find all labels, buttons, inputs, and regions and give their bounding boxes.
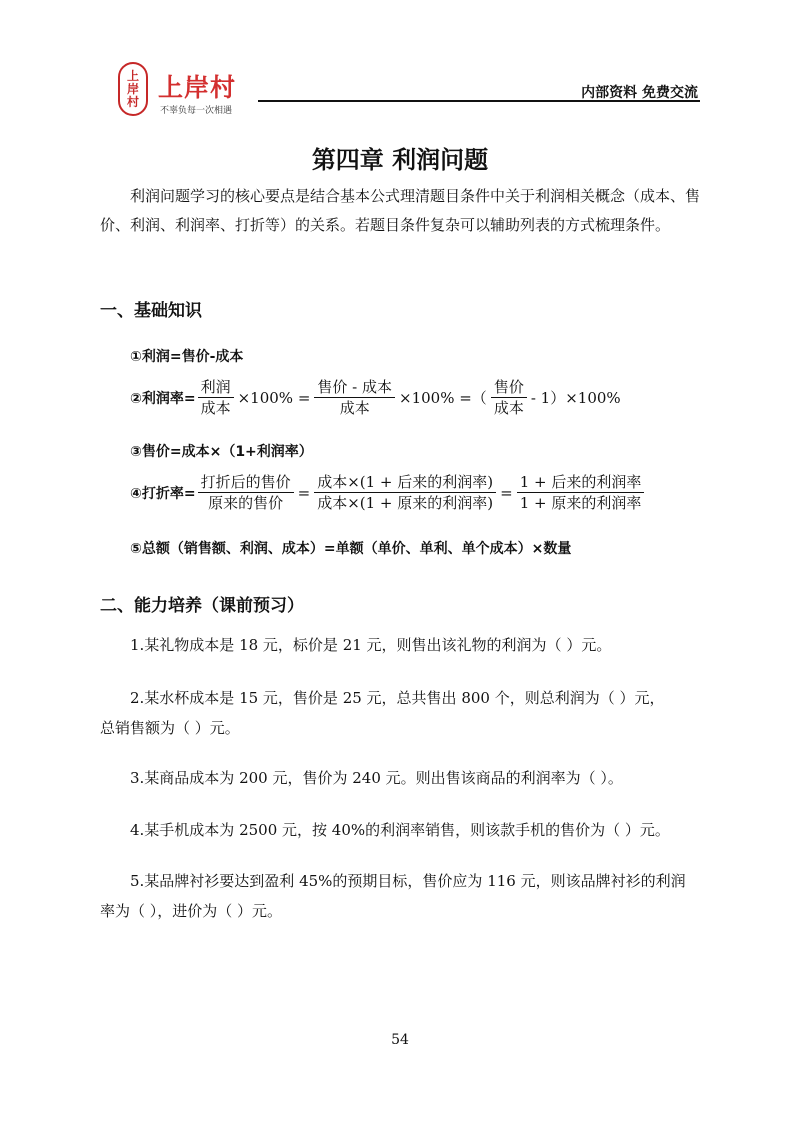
numerator: 售价 - 成本 (314, 378, 395, 398)
question-text: 3.某商品成本为 200 元，售价为 240 元。则出售该商品的利润率为（ ）。 (130, 769, 623, 787)
denominator: 成本 (339, 399, 370, 417)
fraction (314, 378, 395, 417)
operator: = (500, 483, 513, 502)
question-1 (100, 630, 710, 660)
formula-label: ④打折率= (130, 485, 196, 502)
logo-mark-char: 岸 (126, 81, 139, 96)
logo-slogan: 不辜负每一次相遇 (160, 106, 233, 116)
section-heading-basics: 一、基础知识 (100, 301, 202, 321)
denominator: 1 + 原来的利润率 (519, 494, 642, 512)
question-2 (100, 683, 710, 743)
header-tag: 内部资料 免费交流 (581, 85, 698, 101)
formula-discount-rate (130, 473, 646, 512)
numerator: 售价 (491, 378, 527, 398)
fraction (517, 473, 645, 512)
logo-mark-char: 村 (126, 94, 139, 109)
operator: ×100% = (237, 388, 311, 407)
fraction (491, 378, 527, 417)
intro-paragraph: 利润问题学习的核心要点是结合基本公式理清题目条件中关于利润相关概念（成本、售价、利润、利润率、打折等）的关系。若题目条件复杂可以辅助列表的方式梳理条件。 (100, 187, 701, 234)
operator: = (297, 483, 311, 502)
page-number: 54 (391, 1032, 409, 1048)
formula-selling-price: ③售价=成本×（1+利润率） (130, 444, 313, 460)
logo-mark (118, 62, 148, 116)
question-text-cont: 总销售额为（ ）元。 (100, 719, 240, 737)
header-divider (258, 100, 700, 102)
denominator: 成本 (493, 399, 524, 417)
operator: ×100% =（ (399, 389, 487, 407)
fraction (314, 473, 496, 512)
denominator: 成本×(1 + 原来的利润率) (317, 494, 494, 512)
question-text: 4.某手机成本为 2500 元，按 40%的利润率销售，则该款手机的售价为（ ）元。 (130, 821, 670, 839)
logo-name: 上岸村 (158, 73, 237, 102)
operator: - 1）×100% (530, 389, 621, 407)
numerator: 成本×(1 + 后来的利润率) (314, 473, 496, 493)
fraction (198, 473, 294, 512)
question-3 (100, 763, 710, 793)
section-heading-practice: 二、能力培养（课前预习） (100, 596, 304, 616)
logo-mark-char: 上 (126, 68, 139, 83)
numerator: 1 + 后来的利润率 (517, 473, 645, 493)
formula-profit-rate (130, 378, 623, 417)
formula-label: ②利润率= (130, 390, 196, 407)
question-text-cont: 率为（ ），进价为（ ）元。 (100, 902, 283, 920)
question-4 (100, 815, 710, 845)
denominator: 成本 (200, 399, 231, 417)
question-text: 5.某品牌衬衫要达到盈利 45%的预期目标，售价应为 116 元，则该品牌衬衫的利润 (130, 872, 686, 890)
chapter-title: 第四章 利润问题 (311, 146, 489, 174)
fraction (198, 378, 234, 417)
denominator: 原来的售价 (208, 494, 284, 512)
question-text: 2.某水杯成本是 15 元，售价是 25 元，总共售出 800 个，则总利润为（ ）元， (130, 689, 665, 707)
numerator: 利润 (198, 378, 234, 398)
formula-profit: ①利润=售价-成本 (130, 349, 244, 365)
question-5 (100, 866, 710, 926)
question-text: 1.某礼物成本是 18 元，标价是 21 元，则售出该礼物的利润为（ ）元。 (130, 636, 612, 654)
numerator: 打折后的售价 (198, 473, 294, 493)
formula-total-amount: ⑤总额（销售额、利润、成本）=单额（单价、单利、单个成本）×数量 (130, 541, 572, 557)
